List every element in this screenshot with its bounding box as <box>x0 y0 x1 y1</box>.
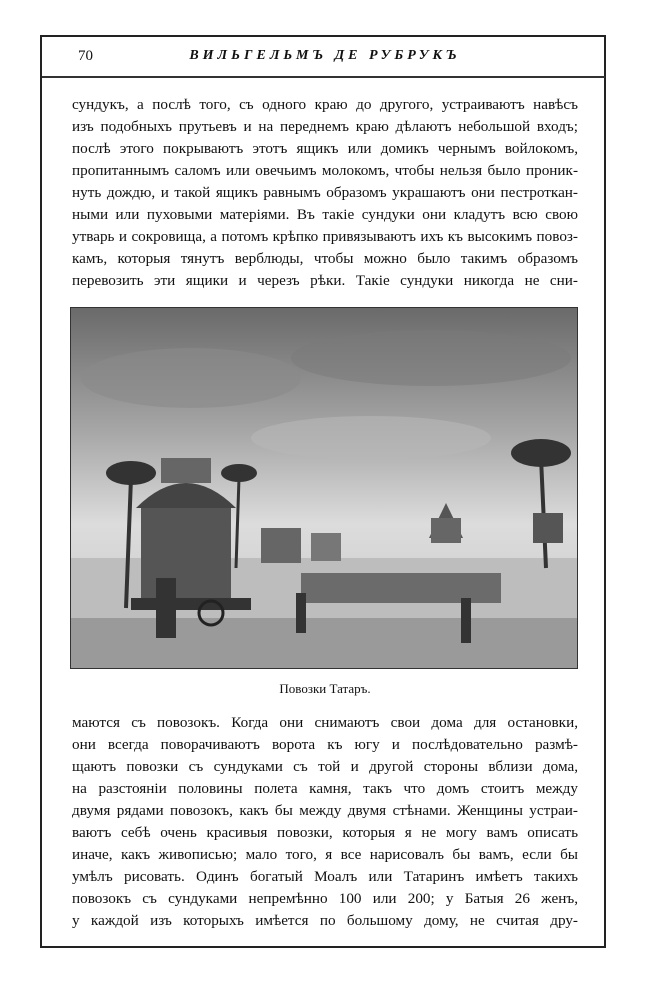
text-line: у каждой изъ которыхъ имѣется по большому дому, не считая дру- <box>72 912 578 929</box>
text-line: перевозить эти ящики и черезъ рѣки. Такіе сундуки никогда не сни- <box>72 272 578 289</box>
figure-caption: Повозки Татаръ. <box>279 681 371 696</box>
paragraph-1 <box>72 94 578 292</box>
text-line: повозокъ съ сундуками непремѣнно 100 или 200; у Батыя 26 женъ, <box>72 890 578 907</box>
engraving-illustration <box>70 307 578 669</box>
text-line: ными или пуховыми матеріями. Въ такіе сундуки они кладутъ всю свою <box>72 206 578 223</box>
text-line: на разстояніи половины полета камня, такъ что домъ стоитъ между <box>72 780 578 797</box>
paragraph-2 <box>72 712 578 932</box>
text-line: иначе, какъ живописью; мало того, я все нарисовалъ бы вамъ, если бы <box>72 846 578 863</box>
text-line: щаютъ повозки съ сундуками съ той и другой стороны вблизи дома, <box>72 758 578 775</box>
text-line: утварь и сокровища, а потомъ крѣпко привязываютъ ихъ къ высокимъ повоз- <box>72 228 578 245</box>
text-line: нуть дождю, и такой ящикъ равнымъ образомъ украшаютъ они пестроткан- <box>72 184 578 201</box>
text-line: они всегда поворачиваютъ ворота къ югу и послѣдовательно размѣ- <box>72 736 578 753</box>
text-line: маются съ повозокъ. Когда они снимаютъ свои дома для остановки, <box>72 714 578 731</box>
header-rule <box>42 76 605 78</box>
text-line: двумя рядами повозокъ, какъ бы между двумя стѣнами. Женщины устраи- <box>72 802 578 819</box>
text-line: пропитаннымъ саломъ или овечьимъ молокомъ, чтобы нельзя было проник- <box>72 162 578 179</box>
text-line: камъ, которыя тянутъ верблюды, чтобы можно было такимъ образомъ <box>72 250 578 267</box>
text-line: послѣ этого покрываютъ этотъ ящикъ или домикъ чернымъ войлокомъ, <box>72 140 578 157</box>
text-line: ваютъ себѣ очень красивыя повозки, которыя я не могу вамъ описать <box>72 824 578 841</box>
text-line: умѣлъ рисовать. Одинъ богатый Моалъ или Татаринъ имѣетъ такихъ <box>72 868 578 885</box>
text-line: сундукъ, а послѣ того, съ одного краю до другого, устраиваютъ навѣсъ <box>72 96 578 113</box>
running-title: ВИЛЬГЕЛЬМЪ ДЕ РУБРУКЪ <box>189 48 461 63</box>
page-number: 70 <box>78 48 93 64</box>
text-line: изъ подобныхъ прутьевъ и на переднемъ краю дѣлаютъ небольшой входъ; <box>72 118 578 135</box>
